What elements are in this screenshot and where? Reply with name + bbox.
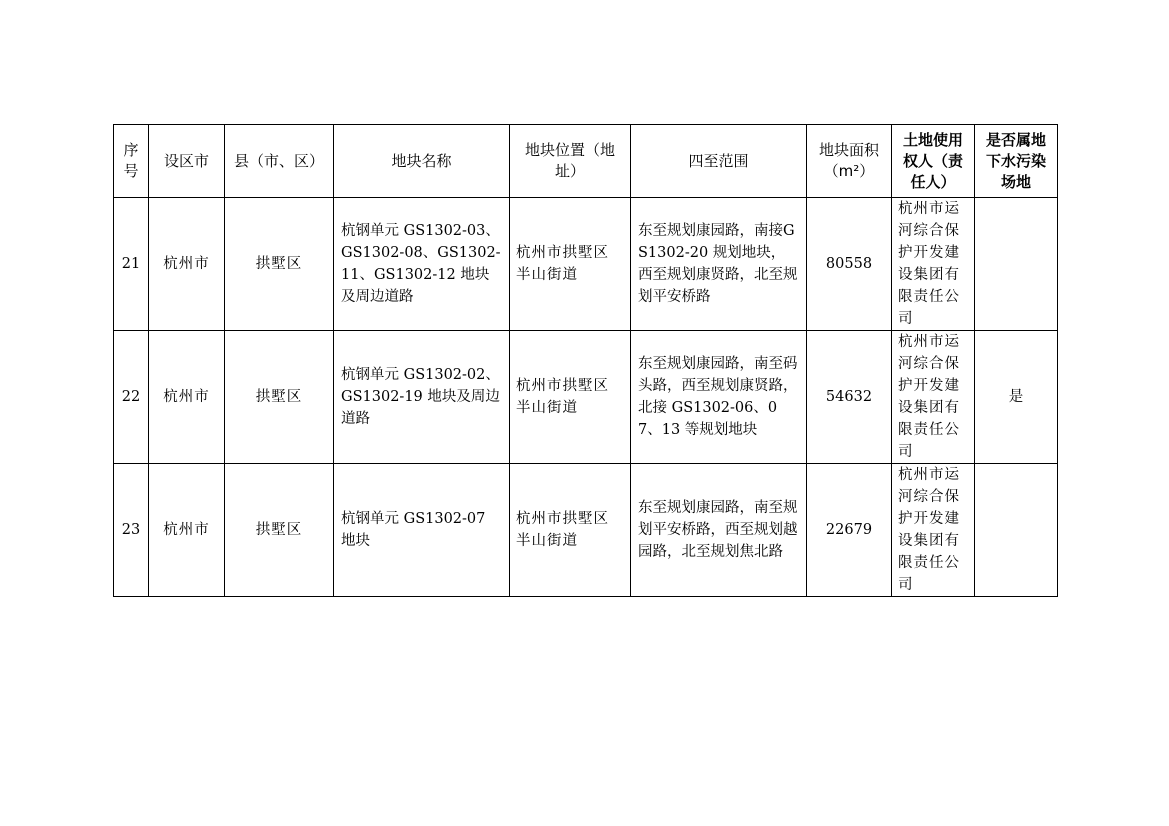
cell-polluted: 是 xyxy=(975,331,1058,464)
cell-area: 80558 xyxy=(807,198,892,331)
cell-name: 杭钢单元 GS1302-07 地块 xyxy=(334,464,510,597)
cell-area: 54632 xyxy=(807,331,892,464)
cell-city: 杭州市 xyxy=(149,464,225,597)
table-row xyxy=(114,464,1058,597)
header-city: 设区市 xyxy=(149,125,225,198)
cell-city: 杭州市 xyxy=(149,331,225,464)
header-area: 地块面积（m²） xyxy=(807,125,892,198)
header-polluted: 是否属地下水污染场地 xyxy=(975,125,1058,198)
land-parcel-table xyxy=(113,124,1058,597)
header-name: 地块名称 xyxy=(334,125,510,198)
cell-location: 杭州市拱墅区半山街道 xyxy=(510,198,631,331)
cell-owner: 杭州市运河综合保护开发建设集团有限责任公司 xyxy=(892,331,975,464)
cell-county: 拱墅区 xyxy=(225,464,334,597)
cell-county: 拱墅区 xyxy=(225,198,334,331)
header-seq: 序号 xyxy=(114,125,149,198)
table-header-row xyxy=(114,125,1058,198)
header-boundary: 四至范围 xyxy=(631,125,807,198)
cell-area: 22679 xyxy=(807,464,892,597)
header-owner: 土地使用权人（责任人） xyxy=(892,125,975,198)
cell-boundary: 东至规划康园路，南接GS1302-20 规划地块，西至规划康贤路，北至规划平安桥路 xyxy=(631,198,807,331)
cell-boundary: 东至规划康园路，南至码头路，西至规划康贤路，北接 GS1302-06、07、13 等规划地块 xyxy=(631,331,807,464)
header-county: 县（市、区） xyxy=(225,125,334,198)
cell-owner: 杭州市运河综合保护开发建设集团有限责任公司 xyxy=(892,464,975,597)
cell-location: 杭州市拱墅区半山街道 xyxy=(510,464,631,597)
cell-polluted xyxy=(975,464,1058,597)
cell-polluted xyxy=(975,198,1058,331)
cell-seq: 23 xyxy=(114,464,149,597)
header-location: 地块位置（地址） xyxy=(510,125,631,198)
cell-owner: 杭州市运河综合保护开发建设集团有限责任公司 xyxy=(892,198,975,331)
cell-seq: 21 xyxy=(114,198,149,331)
cell-county: 拱墅区 xyxy=(225,331,334,464)
table-row xyxy=(114,198,1058,331)
cell-name: 杭钢单元 GS1302-03、GS1302-08、GS1302-11、GS1302-12 地块及周边道路 xyxy=(334,198,510,331)
cell-city: 杭州市 xyxy=(149,198,225,331)
table-row xyxy=(114,331,1058,464)
cell-name: 杭钢单元 GS1302-02、GS1302-19 地块及周边道路 xyxy=(334,331,510,464)
cell-seq: 22 xyxy=(114,331,149,464)
cell-boundary: 东至规划康园路，南至规划平安桥路，西至规划越园路，北至规划焦北路 xyxy=(631,464,807,597)
cell-location: 杭州市拱墅区半山街道 xyxy=(510,331,631,464)
